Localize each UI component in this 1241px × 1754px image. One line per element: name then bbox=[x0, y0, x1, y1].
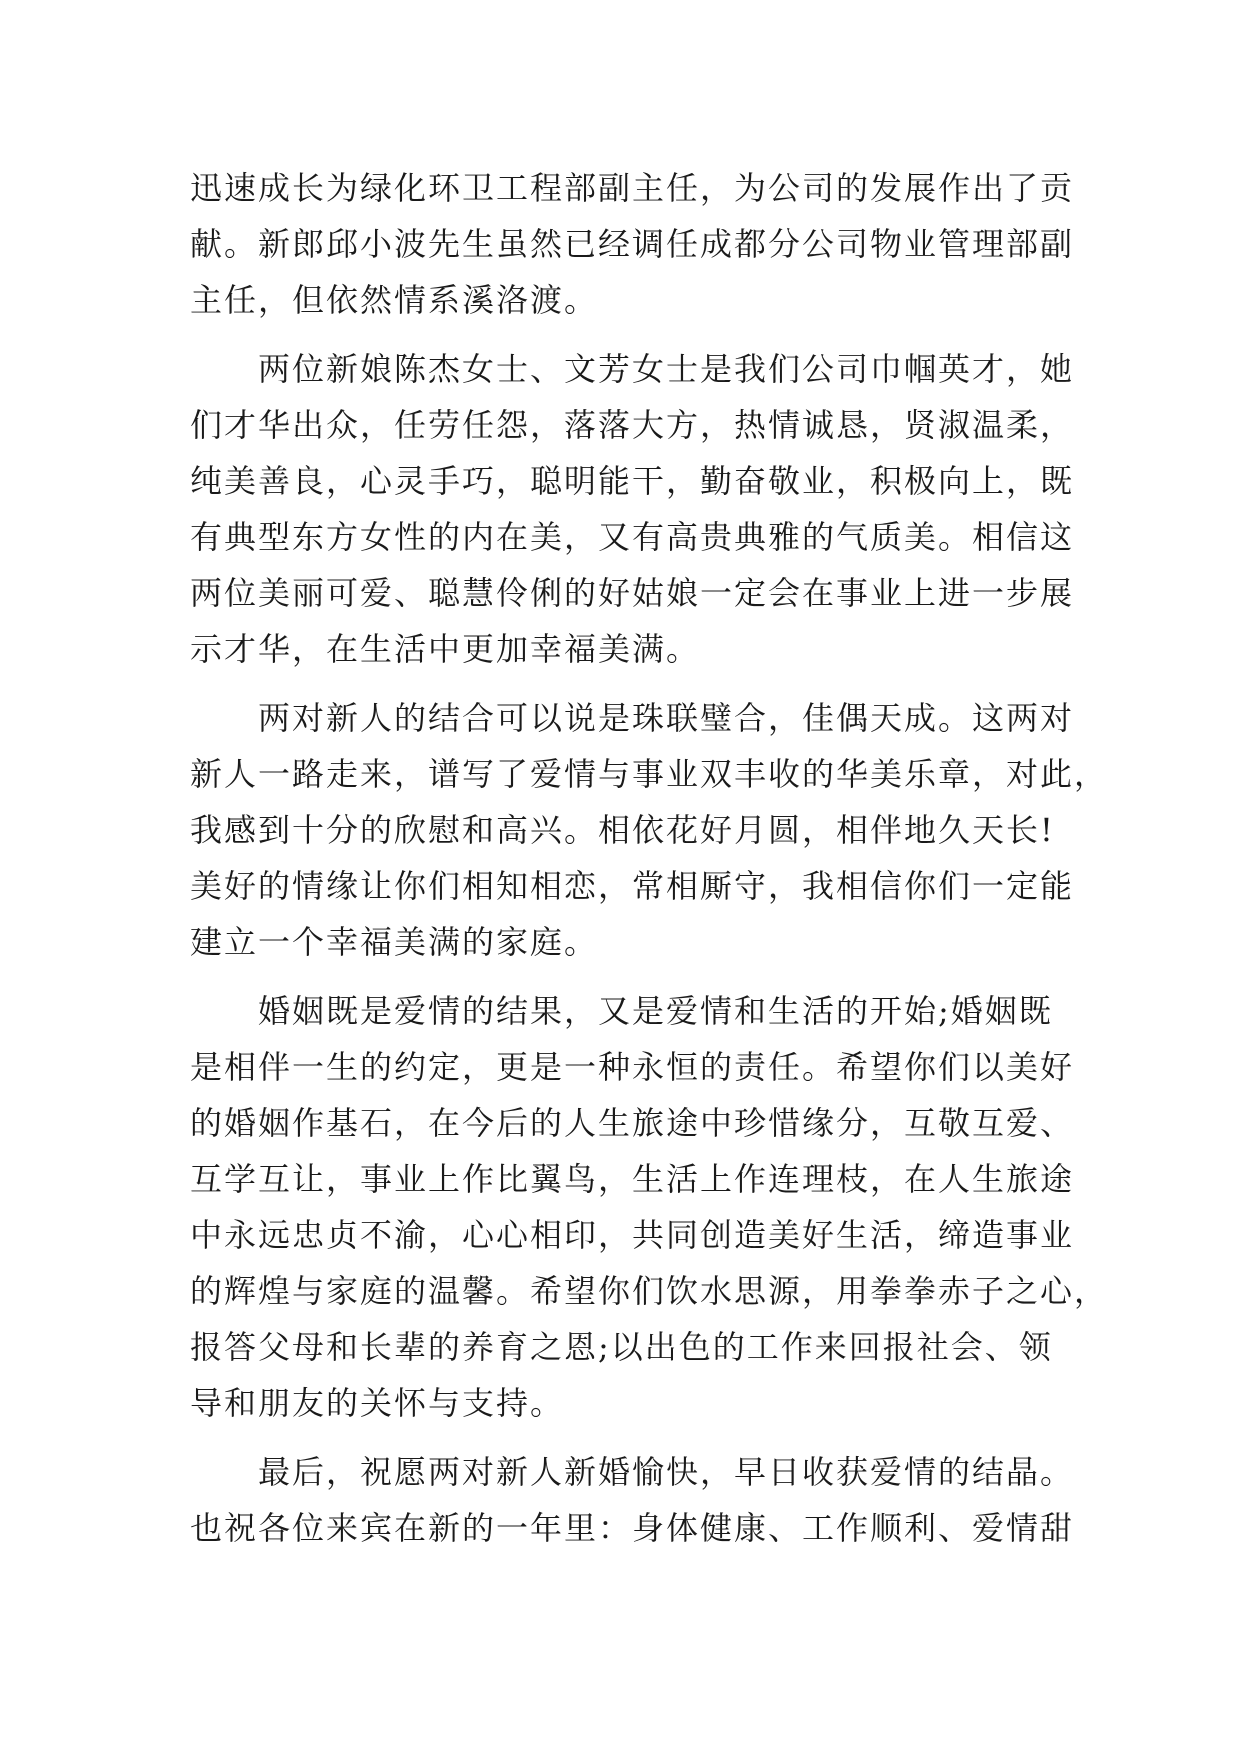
paragraph-line: 婚姻既是爱情的结果，又是爱情和生活的开始;婚姻既 bbox=[258, 992, 1053, 1030]
paragraph-line: 美好的情缘让你们相知相恋，常相厮守，我相信你们一定能 bbox=[190, 867, 1075, 905]
paragraph-line: 导和朋友的关怀与支持。 bbox=[190, 1384, 565, 1422]
paragraph-line: 献。新郎邱小波先生虽然已经调任成都分公司物业管理部副 bbox=[190, 225, 1075, 263]
paragraph-line: 新人一路走来，谱写了爱情与事业双丰收的华美乐章，对此， bbox=[190, 755, 1109, 793]
paragraph-line: 纯美善良，心灵手巧，聪明能干，勤奋敬业，积极向上，既 bbox=[190, 462, 1075, 500]
paragraph-line: 示才华，在生活中更加幸福美满。 bbox=[190, 630, 701, 668]
paragraph-line: 有典型东方女性的内在美，又有高贵典雅的气质美。相信这 bbox=[190, 518, 1075, 556]
paragraph-line: 主任，但依然情系溪洛渡。 bbox=[190, 281, 599, 319]
paragraph-1 bbox=[190, 160, 1075, 328]
paragraph-line: 也祝各位来宾在新的一年里：身体健康、工作顺利、爱情甜 bbox=[190, 1509, 1075, 1547]
paragraph-line: 互学互让，事业上作比翼鸟，生活上作连理枝，在人生旅途 bbox=[190, 1160, 1075, 1198]
paragraph-2 bbox=[190, 341, 1075, 677]
document-body bbox=[190, 160, 1109, 1556]
paragraph-3 bbox=[190, 690, 1109, 970]
paragraph-line: 两位新娘陈杰女士、文芳女士是我们公司巾帼英才，她 bbox=[258, 350, 1075, 388]
paragraph-line: 报答父母和长辈的养育之恩;以出色的工作来回报社会、领 bbox=[190, 1328, 1053, 1366]
paragraph-line: 我感到十分的欣慰和高兴。相依花好月圆，相伴地久天长! bbox=[190, 811, 1055, 849]
paragraph-line: 的辉煌与家庭的温馨。希望你们饮水思源，用拳拳赤子之心， bbox=[190, 1272, 1109, 1310]
paragraph-line: 两对新人的结合可以说是珠联璧合，佳偶天成。这两对 bbox=[258, 699, 1075, 737]
paragraph-line: 们才华出众，任劳任怨，落落大方，热情诚恳，贤淑温柔， bbox=[190, 406, 1075, 444]
paragraph-line: 两位美丽可爱、聪慧伶俐的好姑娘一定会在事业上进一步展 bbox=[190, 574, 1075, 612]
paragraph-line: 的婚姻作基石，在今后的人生旅途中珍惜缘分，互敬互爱、 bbox=[190, 1104, 1075, 1142]
paragraph-line: 建立一个幸福美满的家庭。 bbox=[190, 923, 599, 961]
paragraph-line: 最后，祝愿两对新人新婚愉快，早日收获爱情的结晶。 bbox=[258, 1453, 1075, 1491]
paragraph-line: 迅速成长为绿化环卫工程部副主任，为公司的发展作出了贡 bbox=[190, 169, 1075, 207]
paragraph-5 bbox=[190, 1444, 1075, 1556]
paragraph-line: 是相伴一生的约定，更是一种永恒的责任。希望你们以美好 bbox=[190, 1048, 1075, 1086]
paragraph-line: 中永远忠贞不渝，心心相印，共同创造美好生活，缔造事业 bbox=[190, 1216, 1075, 1254]
paragraph-4 bbox=[190, 983, 1109, 1431]
